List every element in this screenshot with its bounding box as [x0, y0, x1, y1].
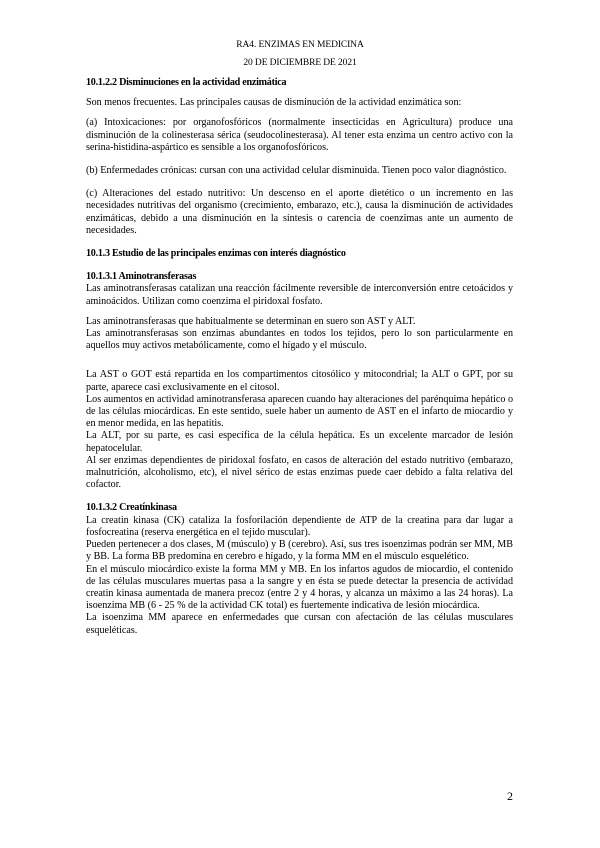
section-heading-disminuciones: 10.1.2.2 Disminuciones en la actividad enzimática: [86, 77, 287, 88]
page-number: 2: [507, 789, 513, 803]
document-title: RA4. ENZIMAS EN MEDICINA: [236, 40, 364, 50]
document-date: 20 DE DICIEMBRE DE 2021: [243, 58, 357, 68]
document-body: [86, 77, 513, 637]
paragraph-aminotransferasas-4: La AST o GOT está repartida en los compartimentos citosólico y mitocondrial; la ALT o GPT, por su parte, aparece casi exclusivamente en el citosol.: [86, 369, 513, 393]
paragraph-creatinkinasa-2: Pueden pertenecer a dos clases, M (músculo) y B (cerebro). Así, sus tres isoenzimas podrán ser MM, MB y BB. La forma BB predomina en cerebro e hígado, y la forma MM en el músculo esquelético.: [86, 539, 513, 563]
paragraph-aminotransferasas-5: Los aumentos en actividad aminotransferasa aparecen cuando hay alteraciones del parénquima hepático o de las células miocárdicas. En este sentido, suele haber un aumento de AST en el infarto de miocardio y en menor medida, en las hepatitis.: [86, 393, 513, 430]
paragraph-intro: Son menos frecuentes. Las principales causas de disminución de la actividad enzimática son:: [86, 97, 462, 109]
section-heading-aminotransferasas: 10.1.3.1 Aminotransferasas: [86, 271, 197, 283]
paragraph-creatinkinasa-3: En el músculo miocárdico existe la forma MM y MB. En los infartos agudos de miocardio, el contenido de las células musculares muertas pasa a la sangre y en ésta se puede detectar la presencia de actividad creatin kinasa aumentada de manera precoz (entre 2 y 4 horas, y alcanza un máximo a las 24 horas). La isoenzima MB (6 - 25 % de la actividad CK total) es fuertemente indicativa de lesión miocárdica.: [86, 563, 513, 612]
paragraph-aminotransferasas-7: Al ser enzimas dependientes de piridoxal fosfato, en casos de alteración del estado nutritivo (embarazo, malnutrición, alcoholismo, etc), el nivel sérico de estas enzimas puede caer debido a falta relativa del cofactor.: [86, 454, 513, 491]
paragraph-aminotransferasas-2: Las aminotransferasas que habitualmente se determinan en suero son AST y ALT.: [86, 315, 416, 327]
section-heading-creatinkinasa: 10.1.3.2 Creatínkinasa: [86, 502, 177, 514]
paragraph-creatinkinasa-4: La isoenzima MM aparece en enfermedades que cursan con afectación de las células musculares esqueléticas.: [86, 612, 513, 636]
list-item-estado-nutritivo: (c) Alteraciones del estado nutritivo: Un descenso en el aporte dietético o un incremento en las necesidades nutritivas del organismo (crecimiento, embarazo, etc.), causa la disminución de actividades enzimáticas, debido a una disminución en la síntesis o carencia de coenzimas ante un aumento de necesidades.: [86, 188, 513, 236]
list-item-intoxicaciones: (a) Intoxicaciones: por organofosfóricos (normalmente insecticidas en Agricultura) produce una disminución de la colinesterasa sérica (seudocolinesterasa). Al tener esta enzima un centro activo con la serina-histidina-aspártico es sensible a los organofosfóricos.: [86, 117, 513, 153]
section-heading-estudio-enzimas: 10.1.3 Estudio de las principales enzimas con interés diagnóstico: [86, 248, 346, 260]
paragraph-aminotransferasas-1: Las aminotransferasas catalizan una reacción fácilmente reversible de interconversión entre cetoácidos y aminoácidos. Utilizan como coenzima el piridoxal fosfato.: [86, 283, 513, 307]
paragraph-creatinkinasa-1: La creatin kinasa (CK) cataliza la fosforilación dependiente de ATP de la creatina para dar lugar a fosfocreatina (reserva energética en el tejido muscular).: [86, 514, 513, 538]
list-item-enfermedades-cronicas: (b) Enfermedades crónicas: cursan con una actividad celular disminuida. Tienen poco valor diagnóstico.: [86, 165, 507, 177]
paragraph-aminotransferasas-3: Las aminotransferasas son enzimas abundantes en todos los tejidos, pero lo son particularmente en aquellos muy activos metabólicamente, como el hígado y el músculo.: [86, 328, 513, 352]
paragraph-aminotransferasas-6: La ALT, por su parte, es casi específica de la célula hepática. Es un excelente marcador de lesión hepatocelular.: [86, 430, 513, 454]
